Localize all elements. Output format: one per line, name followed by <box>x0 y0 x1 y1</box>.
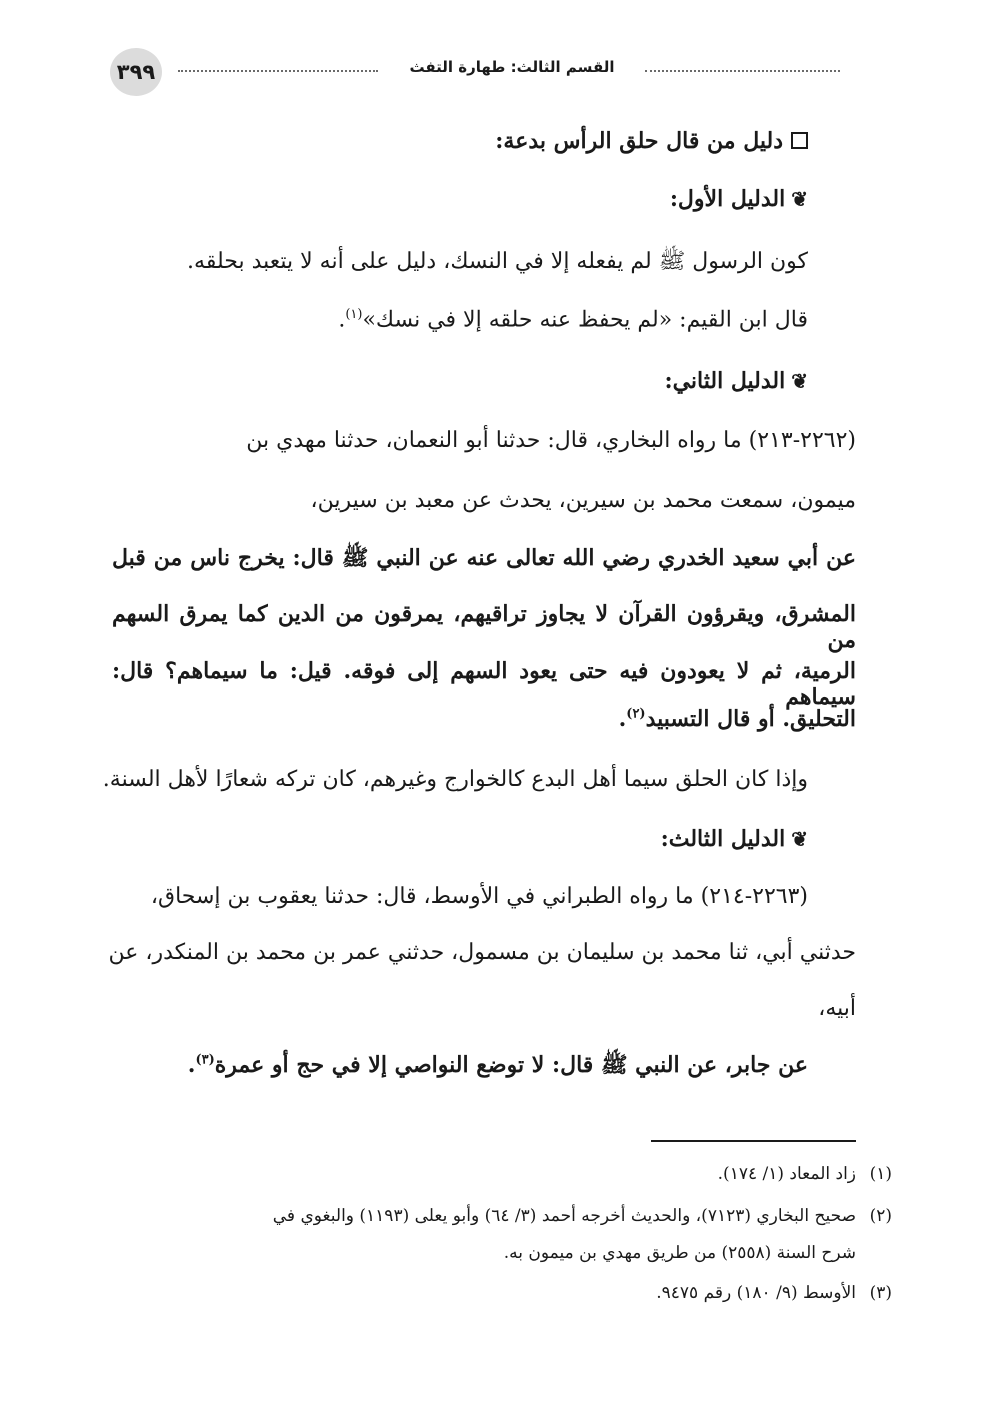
ibn-qayyim-quote <box>112 307 808 332</box>
proof1-heading-text: الدليل الأول: <box>669 186 786 212</box>
page-number: ٣٩٩ <box>110 48 162 96</box>
footnote-3-text: الأوسط (٩/ ١٨٠) رقم ٩٤٧٥. <box>656 1283 856 1303</box>
proof3-heading <box>112 826 808 852</box>
hadith2-isnad-line3: أبيه، <box>818 996 856 1021</box>
hadith1-isnad-line2: ميمون، سمعت محمد بن سيرين، يحدث عن معبد بن سيرين، <box>310 488 856 513</box>
footnote-separator <box>651 1140 856 1142</box>
footnote-2-number: (٢) <box>869 1206 892 1226</box>
footnote-3-number: (٣) <box>869 1283 892 1303</box>
proof2-heading <box>112 368 808 394</box>
running-head: القسم الثالث: طهارة التفث <box>409 58 615 76</box>
proof2-heading-text: الدليل الثاني: <box>664 368 786 394</box>
footnote-ref-1[interactable]: (١) <box>345 307 363 322</box>
section-title <box>112 128 808 154</box>
leaf-icon: ❦ <box>791 187 808 211</box>
footnote-2-line2: شرح السنة (٢٥٥٨) من طريق مهدي بن ميمون به. <box>503 1243 856 1263</box>
footnote-1-text: زاد المعاد (١/ ١٧٤). <box>717 1164 856 1184</box>
leaf-icon: ❦ <box>791 827 808 851</box>
hadith1-matn-line1: عن أبي سعيد الخدري رضي الله تعالى عنه عن النبي ﷺ قال: يخرج ناس من قبل <box>112 545 856 571</box>
sentence-end: . <box>618 706 627 732</box>
footnote-2-line1: صحيح البخاري (٧١٢٣)، والحديث أخرجه أحمد (٣/ ٦٤) وأبو يعلى (١١٩٣) والبغوي في <box>272 1206 856 1226</box>
header-dotted-leader-left <box>178 60 378 72</box>
hadith1-matn-line2: المشرق، ويقرؤون القرآن لا يجاوز تراقيهم، يمرقون من الدين كما يمرق السهم من <box>112 601 856 653</box>
footnote-1-number: (١) <box>869 1164 892 1184</box>
checkbox-icon <box>791 132 808 149</box>
sentence-end: . <box>338 307 346 333</box>
proof1-text: كون الرسول ﷺ لم يفعله إلا في النسك، دليل على أنه لا يتعبد بحلقه. <box>187 249 808 274</box>
hadith2-isnad-line1: (٢٢٦٣-٢١٤) ما رواه الطبراني في الأوسط، قال: حدثنا يعقوب بن إسحاق، <box>150 884 808 909</box>
hadith1-matn-line4-text: التحليق. أو قال التسبيد <box>645 706 856 732</box>
hadith1-matn-line4 <box>112 706 856 732</box>
hadith1-isnad-line1: (٢٢٦٢-٢١٣) ما رواه البخاري، قال: حدثنا أبو النعمان، حدثنا مهدي بن <box>246 428 856 453</box>
commentary: وإذا كان الحلق سيما أهل البدع كالخوارج وغيرهم، كان تركه شعارًا لأهل السنة. <box>102 767 808 792</box>
proof3-heading-text: الدليل الثالث: <box>660 826 786 852</box>
sentence-end: . <box>187 1052 196 1078</box>
hadith2-matn <box>112 1051 808 1083</box>
footnote-ref-2[interactable]: (٢) <box>626 706 646 722</box>
hadith2-matn-text: عن جابر، عن النبي ﷺ قال: لا توضع النواصي إلا في حج أو عمرة <box>214 1052 808 1078</box>
proof1-heading <box>112 186 808 212</box>
ibn-qayyim-quote-text: قال ابن القيم: «لم يحفظ عنه حلقه إلا في نسك» <box>362 307 808 333</box>
hadith2-isnad-line2: حدثني أبي، ثنا محمد بن سليمان بن مسمول، حدثني عمر بن محمد بن المنكدر، عن <box>108 940 856 965</box>
header-dotted-leader-right <box>645 60 840 72</box>
footnote-ref-3[interactable]: (٣) <box>195 1052 215 1068</box>
section-title-text: دليل من قال حلق الرأس بدعة: <box>495 128 783 154</box>
leaf-icon: ❦ <box>791 369 808 393</box>
hadith1-matn-line3: الرمية، ثم لا يعودون فيه حتى يعود السهم إلى فوقه. قيل: ما سيماهم؟ قال: سيماهم <box>112 658 856 710</box>
